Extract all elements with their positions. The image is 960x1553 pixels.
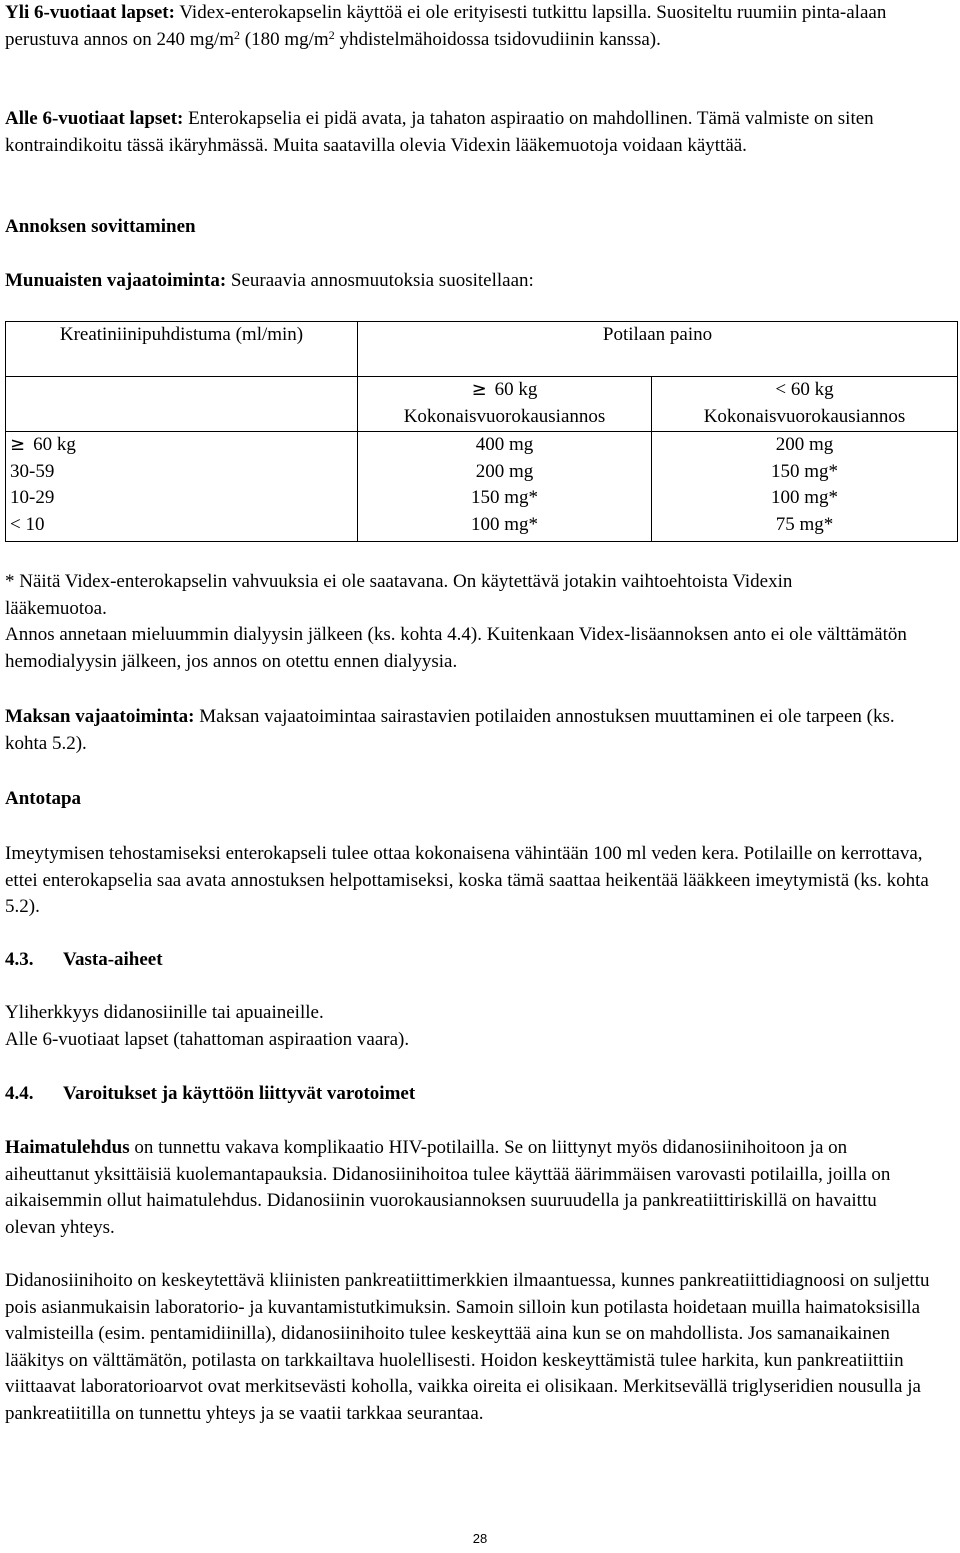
table-data-row xyxy=(6,432,958,542)
page-number: 28 xyxy=(472,1531,488,1546)
paragraph-over-6-children: Yli 6-vuotiaat lapset: Videx-enterokapselin käyttöä ei ole erityisesti tutkittu lapsilla. Suositeltu ruumiin pinta-alaan perustuva annos on 240 $mg/m^2$ (180 $mg/m^2$ yhdistelmähoidossa tsidovudiinin kanssa). xyxy=(5,2,887,50)
heading-over-6-children: Yli 6-vuotiaat lapset: xyxy=(5,2,175,23)
administration-heading: Antotapa xyxy=(5,788,82,809)
renal-impairment-paragraph: Munuaisten vajaatoiminta: Seuraavia annosmuutoksia suositellaan: xyxy=(5,270,534,291)
dose-60-plus-column: 400 mg 200 mg 150 mg* 100 mg* xyxy=(358,432,652,542)
weight-60-plus-header: ≥ 60 kg Kokonaisvuorokausiannos xyxy=(358,377,652,432)
contraindication-1: Yliherkkyys didanosiinille tai apuaineille. xyxy=(5,1002,324,1023)
heading-under-6-children: Alle 6-vuotiaat lapset: xyxy=(5,108,184,129)
discontinuation-paragraph: Didanosiinihoito on keskeytettävä kliinisten pankreatiittimerkkien ilmaantuessa, kunnes pankreatiittidiagnoosi on suljettu pois asianmukaisin laboratorio- ja kuvantamistutkimuksin. Samoin silloin kun potilasta hoidetaan muilla haimatoksisilla valmisteilla (esim. pentamidiinilla), didanosiinihoito tulee keskeyttää aina kun se on mahdollista. Jos samanaikainen lääkitys on välttämätön, potilasta on tarkkailtava huolellisesti. Hoidon keskeyttämistä tulee harkita, kun pankreatiittiin viittaavat laboratorioarvot ovat merkitsevästi koholla, vaikka oireita ei olisikaan. Merkitsevällä triglyseridien nousulla ja pankreatiitilla on tunnettu yhteys ja se vaatii tarkkaa seurantaa. xyxy=(5,1270,930,1424)
table-header-row xyxy=(6,322,958,377)
creatinine-clearance-header: Kreatiniinipuhdistuma (ml/min) xyxy=(6,322,358,377)
section-4-3-heading: 4.3. Vasta-aiheet xyxy=(5,949,163,970)
patient-weight-header: Potilaan paino xyxy=(358,322,958,377)
table-footnote: * Näitä Videx-enterokapselin vahvuuksia ei ole saatavana. On käytettävä jotakin vaihtoehtoista Videxin lääkemuotoa. xyxy=(5,571,793,619)
pancreatitis-paragraph: Haimatulehdus on tunnettu vakava komplikaatio HIV-potilailla. Se on liittynyt myös didanosiinihoitoon ja on aiheuttanut yksittäisiä kuolemantapauksia. Didanosiinihoitoa tulee käyttää äärimmäisen varovasti potilailla, joilla on aikaisemmin ollut haimatulehdus. Didanosiinin vuorokausiannoksen suuruudella ja pankreatiittiriskillä on havaittu olevan yhteys. xyxy=(5,1137,891,1238)
hepatic-impairment-paragraph: Maksan vajaatoiminta: Maksan vajaatoimintaa sairastavien potilaiden annostuksen muuttaminen ei ole tarpeen (ks. kohta 5.2). xyxy=(5,706,895,754)
paragraph-under-6-children: Alle 6-vuotiaat lapset: Enterokapselia ei pidä avata, ja tahaton aspiraatio on mahdollinen. Tämä valmiste on siten kontraindikoitu tässä ikäryhmässä. Muita saatavilla olevia Videxin lääkemuotoja voidaan käyttää. xyxy=(5,108,874,156)
dose-adjustment-heading: Annoksen sovittaminen xyxy=(5,216,196,237)
contraindication-2: Alle 6-vuotiaat lapset (tahattoman aspiraation vaara). xyxy=(5,1029,410,1050)
table-subheader-row xyxy=(6,377,958,432)
section-4-4-heading: 4.4. Varoitukset ja käyttöön liittyvät varotoimet xyxy=(5,1083,416,1104)
dose-under-60-column: 200 mg 150 mg* 100 mg* 75 mg* xyxy=(652,432,958,542)
dialysis-note: Annos annetaan mieluummin dialyysin jälkeen (ks. kohta 4.4). Kuitenkaan Videx-lisäannoksen anto ei ole välttämätön hemodialyysin jälkeen, jos annos on otettu ennen dialyysia. xyxy=(5,624,907,672)
weight-under-60-header: < 60 kg Kokonaisvuorokausiannos xyxy=(652,377,958,432)
dose-table xyxy=(5,321,958,542)
clearance-column: ≥ 60 kg 30-59 10-29 < 10 xyxy=(6,432,358,542)
administration-text: Imeytymisen tehostamiseksi enterokapseli tulee ottaa kokonaisena vähintään 100 ml veden kera. Potilaille on kerrottava, ettei enterokapselia saa avata annostuksen helpottamiseksi, koska tämä saattaa heikentää lääkkeen imeytymistä (ks. kohta 5.2). xyxy=(5,843,929,917)
